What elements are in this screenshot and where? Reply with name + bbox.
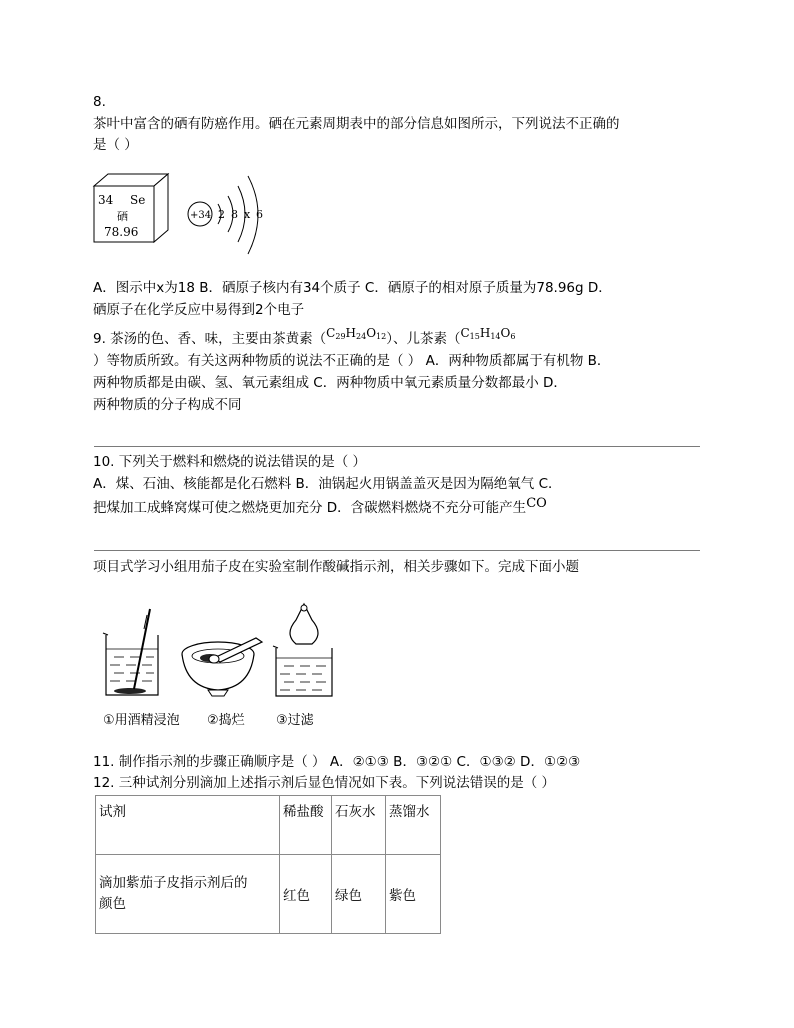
shell-1-count: 2	[218, 208, 225, 221]
project-intro: 项目式学习小组用茄子皮在实验室制作酸碱指示剂，相关步骤如下。完成下面小题	[93, 559, 579, 575]
shell-4-count: 6	[256, 208, 263, 221]
indicator-color-table	[95, 795, 441, 934]
q9-line3: 两种物质都是由碳、氢、氧元素组成 C．两种物质中氧元素质量分数都最小 D．	[93, 375, 567, 391]
q10-line3: 把煤加工成蜂窝煤可使之燃烧更加充分 D．含碳燃料燃烧不充分可能产生CO	[93, 496, 547, 516]
q9-line4: 两种物质的分子构成不同	[93, 397, 242, 413]
formula-co: CO	[526, 496, 547, 511]
step1-caption: ①用酒精浸泡	[103, 713, 180, 728]
element-atomic-number: 34	[98, 193, 114, 207]
formula-theaflavin: $C_{29}H_{24}O_{12}$	[326, 326, 387, 341]
table-row-label: 滴加紫茄子皮指示剂后的 颜色	[96, 855, 280, 934]
section-divider	[94, 550, 700, 551]
beaker-soaking-illustration	[100, 605, 166, 701]
element-name: 硒	[117, 210, 128, 223]
table-header-row	[96, 796, 441, 855]
table-header-cell: 蒸馏水	[386, 796, 441, 855]
mortar-pestle-illustration	[178, 632, 266, 700]
table-row	[96, 855, 441, 934]
table-header-cell: 试剂	[96, 796, 280, 855]
q11-line: 11. 制作指示剂的步骤正确顺序是（ ） A．②①③ B．③②① C．①③② D．①②③	[93, 754, 581, 770]
q10-line1: 10. 下列关于燃料和燃烧的说法错误的是（ ）	[93, 454, 367, 470]
table-cell: 红色	[280, 855, 332, 934]
table-header-cell: 石灰水	[332, 796, 386, 855]
step3-caption: ③过滤	[276, 713, 314, 728]
nucleus-charge: +34	[190, 210, 212, 221]
shell-3-count: x	[244, 208, 251, 221]
q8-stem-line1: 茶叶中富含的硒有防癌作用。硒在元素周期表中的部分信息如图所示，下列说法不正确的	[93, 116, 620, 132]
q12-line: 12. 三种试剂分别滴加上述指示剂后显色情况如下表。下列说法错误的是（ ）	[93, 775, 556, 791]
q9-line2: ）等物质所致。有关这两种物质的说法不正确的是（ ） A．两种物质都属于有机物 B．	[93, 353, 611, 369]
shell-2-count: 8	[231, 208, 238, 221]
q9-stem-a: 9. 茶汤的色、香、味，主要由茶黄素（	[93, 331, 327, 347]
q8-options-line2: 硒原子在化学反应中易得到2个电子	[93, 302, 305, 318]
q9-stem-line1	[93, 326, 516, 353]
step2-caption: ②捣烂	[207, 713, 245, 728]
filtration-illustration	[272, 600, 336, 700]
table-header-cell: 稀盐酸	[280, 796, 332, 855]
section-divider	[94, 446, 700, 447]
table-cell: 绿色	[332, 855, 386, 934]
q8-options-line1: A．图示中x为18 B．硒原子核内有34个质子 C．硒原子的相对原子质量为78.96g D．	[93, 280, 612, 296]
q9-stem-b: ）、儿茶素（	[386, 331, 461, 347]
element-mass: 78.96	[104, 225, 139, 239]
element-symbol: Se	[130, 193, 146, 207]
question-number-8: 8.	[93, 94, 106, 110]
table-cell: 紫色	[386, 855, 441, 934]
atom-structure-diagram	[182, 168, 274, 264]
q8-stem-line2: 是（ ）	[93, 137, 138, 153]
q10-line2: A．煤、石油、核能都是化石燃料 B．油锅起火用锅盖盖灭是因为隔绝氧气 C．	[93, 476, 562, 492]
formula-catechin: $C_{15}H_{14}O_6$	[460, 326, 516, 341]
element-cell-selenium	[90, 170, 172, 246]
